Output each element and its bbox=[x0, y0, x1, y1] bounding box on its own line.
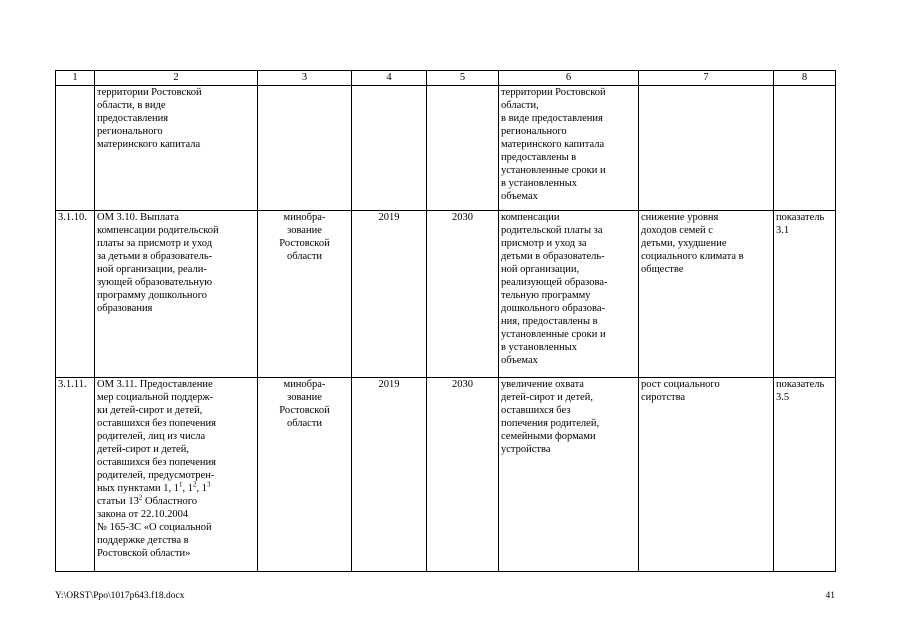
indicator-cell: показатель 3.1 bbox=[774, 211, 836, 378]
measure-name-article-line bbox=[97, 495, 255, 508]
measure-name-tail: закона от 22.10.2004 № 165-ЗС «О социальной поддержке детства в Ростовской области» bbox=[97, 509, 212, 559]
measure-name-cell: территории Ростовской области, в виде предоставления регионального материнского капитала bbox=[95, 86, 258, 211]
measure-name-line: оставшихся без попечения bbox=[97, 418, 216, 429]
row-number-cell bbox=[56, 86, 95, 211]
point-superscript: 2 bbox=[193, 480, 197, 489]
executor-cell bbox=[258, 86, 352, 211]
measure-name-line: оставшихся без попечения bbox=[97, 457, 216, 468]
measure-name-line: ОМ 3.11. Предоставление bbox=[97, 379, 213, 390]
column-header: 3 bbox=[258, 71, 352, 86]
measure-name-line: родителей, лиц из числа bbox=[97, 431, 206, 442]
end-year-cell bbox=[427, 86, 499, 211]
measure-name-line: детей-сирот и детей, bbox=[97, 444, 189, 455]
points-separator: , 1 bbox=[196, 483, 208, 494]
table-row bbox=[56, 211, 836, 378]
column-header: 8 bbox=[774, 71, 836, 86]
start-year-cell: 2019 bbox=[352, 211, 427, 378]
table-row bbox=[56, 378, 836, 572]
consequence-cell: рост социального сиротства bbox=[639, 378, 774, 572]
column-header: 4 bbox=[352, 71, 427, 86]
measure-name-cell bbox=[95, 378, 258, 572]
consequence-cell: снижение уровня доходов семей с детьми, ухудшение социального климата в обществе bbox=[639, 211, 774, 378]
article-suffix: Областного bbox=[142, 496, 197, 507]
row-number-cell: 3.1.10. bbox=[56, 211, 95, 378]
column-header: 5 bbox=[427, 71, 499, 86]
column-header: 6 bbox=[499, 71, 639, 86]
program-measures-table bbox=[55, 70, 836, 572]
column-number-row bbox=[56, 71, 836, 86]
executor-cell: минобра- зование Ростовской области bbox=[258, 211, 352, 378]
article-text: статьи 13 bbox=[97, 496, 139, 507]
column-header: 1 bbox=[56, 71, 95, 86]
page-number: 41 bbox=[825, 591, 835, 601]
start-year-cell bbox=[352, 86, 427, 211]
point-superscript: 1 bbox=[179, 480, 183, 489]
measure-name-line: мер социальной поддерж- bbox=[97, 392, 214, 403]
column-header: 2 bbox=[95, 71, 258, 86]
measure-name-cell: ОМ 3.10. Выплата компенсации родительской платы за присмотр и уход за детьми в образователь- ной организации, реали- зующей образовательную программу дошкольного образования bbox=[95, 211, 258, 378]
point-superscript: 3 bbox=[207, 480, 211, 489]
start-year-cell: 2019 bbox=[352, 378, 427, 572]
table-row bbox=[56, 86, 836, 211]
expected-result-cell: территории Ростовской области, в виде предоставления регионального материнского капитала предоставлены в установленные сроки и в установленных объемах bbox=[499, 86, 639, 211]
file-path-footer: Y:\ORST\Ppo\1017p643.f18.docx bbox=[55, 591, 185, 601]
expected-result-cell: увеличение охвата детей-сирот и детей, оставшихся без попечения родителей, семейными формами устройства bbox=[499, 378, 639, 572]
indicator-cell bbox=[774, 86, 836, 211]
expected-result-cell: компенсации родительской платы за присмотр и уход за детьми в образователь- ной организации, реализующей образова- тельную программу дошкольного образова- ния, предоставлены в установленные сроки и в установленных объемах bbox=[499, 211, 639, 378]
points-separator: , 1 bbox=[182, 483, 194, 494]
row-number-cell: 3.1.11. bbox=[56, 378, 95, 572]
measure-name-line: родителей, предусмотрен- bbox=[97, 470, 215, 481]
end-year-cell: 2030 bbox=[427, 378, 499, 572]
indicator-cell: показатель 3.5 bbox=[774, 378, 836, 572]
consequence-cell bbox=[639, 86, 774, 211]
column-header: 7 bbox=[639, 71, 774, 86]
measure-name-points-line bbox=[97, 482, 255, 495]
measure-name-line: ки детей-сирот и детей, bbox=[97, 405, 203, 416]
executor-cell: минобра- зование Ростовской области bbox=[258, 378, 352, 572]
points-text: ных пунктами 1, 1 bbox=[97, 483, 180, 494]
article-superscript: 2 bbox=[138, 493, 143, 502]
end-year-cell: 2030 bbox=[427, 211, 499, 378]
